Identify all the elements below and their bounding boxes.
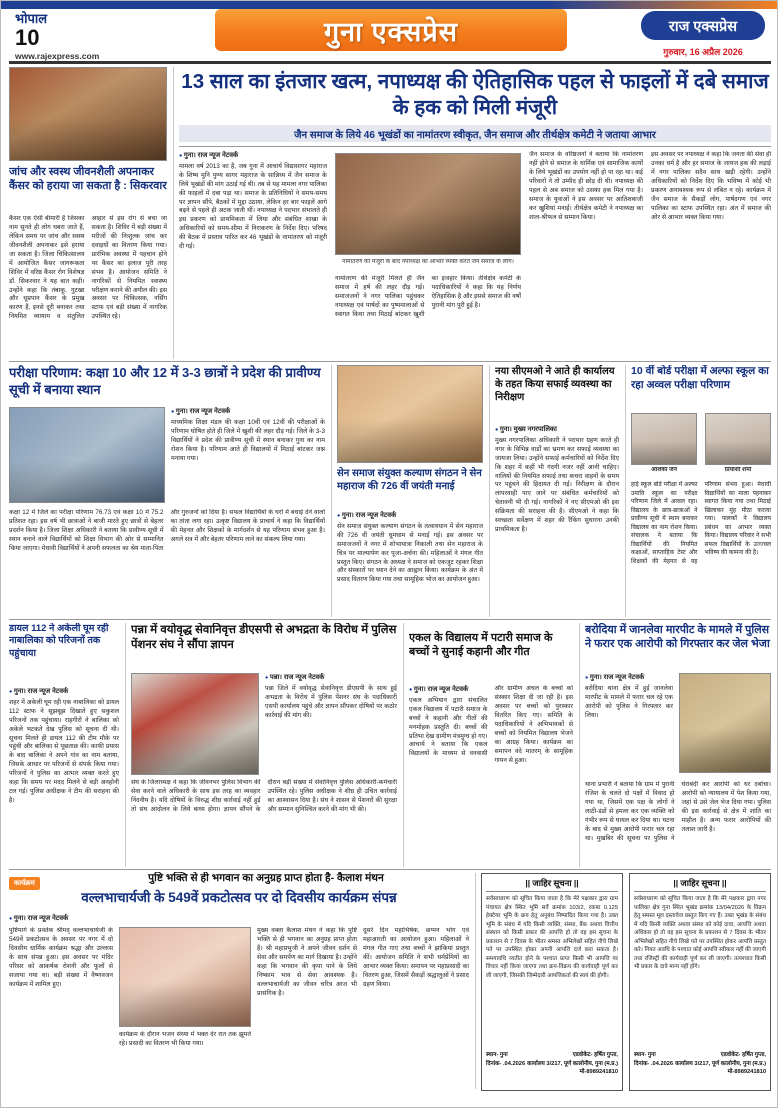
lead-subhead: जैन समाज के लिये 46 भूखंडों का नामांतरण स्वीकृत, जैन समाज और तीर्थक्षेत्र कमेटी ने जताया आभार — [179, 125, 771, 142]
vallabh-under-photo-text: कार्यक्रम के दौरान भजन संध्या में भक्त देर रात तक झूमते रहे। प्रसादी का वितरण भी किया गया। — [119, 1031, 251, 1047]
lead-rule — [179, 146, 771, 147]
exams-intro-column — [171, 407, 325, 503]
barodiya-headline: बरोदिया में जानलेवा मारपीट के मामले में पुलिस ने फरार एक आरोपी को गिरफ्तार कर जेल भेजा — [585, 624, 770, 651]
alpha-headline: 10 वीं बोर्ड परीक्षा में अल्फा स्कूल का रहा अव्वल परीक्षा परिणाम — [631, 365, 769, 391]
notice2-sign-name: एडवोकेट- हर्षित गुप्ता, — [720, 1052, 766, 1058]
alpha-body: हाई स्कूल बोर्ड परीक्षा में अल्फा उमावि स्कूल का परीक्षा परिणाम जिले में अव्वल रहा। विद्यालय के छात्र-छात्राओं ने प्रावीण्य सूची में स्थान बनाकर विद्यालय का नाम रोशन किया। संचालक ने बताया कि विद्यार्थियों की नियमित कक्षाओं, साप्ताहिक टेस्ट और शिक्षकों की मेहनत से यह परिणाम संभव हुआ। मेधावी विद्यार्थियों का माला पहनाकर स्वागत किया गया तथा मिठाई खिलाकर मुंह मीठा कराया गया। पालकों ने विद्यालय प्रबंधन का आभार व्यक्त किया। विद्यालय परिवार ने सभी सफल विद्यार्थियों के उज्ज्वल भविष्य की कामना की है। — [631, 482, 771, 565]
notice2-place: स्थान- गुना — [634, 1052, 656, 1058]
public-notice-1 — [481, 873, 623, 1091]
barodiya-intro-column — [585, 673, 673, 777]
dial112-byline: ● गुना। राज न्यूज नेटवर्क — [9, 687, 119, 697]
notice2-place-date — [634, 1051, 673, 1077]
cmo-body-column — [495, 425, 619, 617]
alpha-student-name-2: प्रियांशी शर्मा — [724, 467, 752, 473]
cmo-headline: नया सीएमओ ने आते ही कार्यालय के तहत किया सफाई व्यवस्था का निरीक्षण — [495, 366, 615, 403]
lead-column-2: जैन समाज के वरिष्ठजनों ने बताया कि नामांतरण नहीं होने से समाज के धार्मिक एवं सामाजिक कार्यों के लिये भूखंडों का उपयोग नहीं हो पा रहा था। कई परिवारों ने तो उम्मीद ही छोड़ दी थी। नपाध्यक्ष की पहल से अब समाज को उसका हक मिल गया है। समाज के युवाओं ने इस अवसर पर आतिशबाजी कर खुशियां मनाईं। तीर्थक्षेत्र कमेटी ने नपाध्यक्ष का शाल-श्रीफल से सम्मान किया। — [529, 151, 643, 221]
sen-headline: सेन समाज संयुक्त कल्याण संगठन ने सेन महाराज की 726 वीं जयंती मनाई — [337, 468, 482, 492]
sen-photo — [337, 365, 483, 463]
notice1-sign-name: एडवोकेट- हर्षित गुप्ता, — [572, 1052, 618, 1058]
alpha-student-name-1: अंशिका जैन — [651, 467, 677, 473]
cancer-article-photo — [9, 67, 167, 161]
column-divider — [475, 873, 476, 1089]
panna-body: संघ के जिलाध्यक्ष ने कहा कि जीवनभर पुलिस विभाग की सेवा करने वाले अधिकारी के साथ इस तरह का व्यवहार निंदनीय है। यदि दोषियों के विरुद्ध शीघ्र कार्रवाई नहीं हुई तो संघ आंदोलन के लिये बाध्य होगा। ज्ञापन सौंपने के दौरान बड़ी संख्या में सेवानिवृत्त पुलिस अधिकारी-कर्मचारी उपस्थित रहे। पुलिस अधीक्षक ने शीघ्र ही उचित कार्रवाई का आश्वासन दिया है। संघ ने शासन से पेंशनरों की सुरक्षा और सम्मान सुनिश्चित करने की मांग भी की। — [131, 779, 397, 813]
alpha-student-photo-2 — [705, 413, 771, 465]
panna-byline: ● पन्ना। राज न्यूज नेटवर्क — [265, 673, 397, 683]
notice2-title: || जाहिर सूचना || — [634, 878, 766, 892]
ekal-body-column — [409, 685, 573, 865]
kicker-badge: कार्यक्रम — [9, 877, 40, 890]
sen-body-text: सेन समाज संयुक्त कल्याण संगठन के तत्वावधान में सेन महाराज की 726 वीं जयंती धूमधाम से मनाई गई। इस अवसर पर समाजजनों ने नगर में शोभायात्रा निकाली तथा सेन महाराज के चित्र पर माल्यार्पण कर पूजा-अर्चना की। महिलाओं ने मंगल गीत प्रस्तुत किए। संगठन के अध्यक्ष ने समाज को एकजुट रहकर शिक्षा और संस्कारों पर ध्यान देने का आह्वान किया। कार्यक्रम के अंत में प्रसाद वितरण किया गया तथा सामूहिक भोज का आयोजन हुआ। — [337, 522, 483, 584]
notice2-sign-phone: मो-8989241810 — [727, 1069, 766, 1076]
lead-headline: 13 साल का इंतजार खत्म, नपाध्यक्ष की ऐतिहासिक पहल से फाइलों में दबे समाज के हक को मिली मंजूरी — [181, 70, 769, 119]
barodiya-body: थाना प्रभारी ने बताया कि ग्राम में पुरानी रंजिश के चलते दो पक्षों में विवाद हो गया था, जिसमें एक पक्ष के लोगों ने लाठी-डंडों से हमला कर एक व्यक्ति को गंभीर रूप से घायल कर दिया था। घटना के बाद से मुख्य आरोपी फरार चल रहा था। मुखबिर की सूचना पर पुलिस ने घेराबंदी कर आरोपी को धर दबोचा। आरोपी को न्यायालय में पेश किया गया, जहां से उसे जेल भेज दिया गया। पुलिस की इस कार्रवाई से क्षेत्र में शांति का माहौल है। अन्य फरार आरोपियों की तलाश जारी है। — [585, 781, 771, 842]
column-divider — [173, 67, 174, 359]
exams-byline: ● गुना। राज न्यूज नेटवर्क — [171, 407, 325, 417]
column-divider — [579, 623, 580, 867]
band-divider-2 — [9, 619, 771, 620]
vallabh-column-2: मुख्य वक्ता कैलाश मंथन ने कहा कि पुष्टि भक्ति से ही भगवान का अनुग्रह प्राप्त होता है। श्री महाप्रभुजी ने अपने जीवन दर्शन से सेवा और समर्पण का मार्ग दिखाया है। उन्होंने कहा कि भगवान की कृपा पाने के लिये निष्काम भाव से सेवा आवश्यक है। वल्लभाचार्यजी का जीवन चरित्र आज भी प्रासंगिक है। — [257, 927, 357, 997]
barodiya-intro-text: बरोदिया थाना क्षेत्र में हुई जानलेवा मारपीट के मामले में फरार चल रहे एक आरोपी को पुलिस ने गिरफ्तार कर लिया। — [585, 684, 673, 719]
dial112-headline: डायल 112 ने अकेली घूम रही नाबालिका को परिजनों तक पहुंचाया — [9, 623, 109, 659]
cancer-body: कैंसर एक ऐसी बीमारी है जिसका नाम सुनते ही लोग घबरा जाते हैं, लेकिन समय पर जांच और स्वस्थ जीवनशैली अपनाकर इसे हराया जा सकता है। जिला चिकित्सालय में आयोजित कैंसर जागरूकता शिविर में वरिष्ठ कैंसर रोग विशेषज्ञ डॉ. सिकरवार ने यह बात कही। उन्होंने कहा कि तंबाकू, गुटखा और धूम्रपान कैंसर के प्रमुख कारण हैं, इनसे दूरी बनाकर तथा नियमित व्यायाम व संतुलित आहार से इस रोग से बचा जा सकता है। शिविर में बड़ी संख्या में मरीजों की निःशुल्क जांच कर दवाइयों का वितरण किया गया। प्रारंभिक अवस्था में पहचान होने पर कैंसर का इलाज पूरी तरह संभव है। आयोजन समिति ने नागरिकों से नियमित स्वास्थ्य परीक्षण कराने की अपील की। इस अवसर पर चिकित्सक, नर्सिंग स्टाफ एवं बड़ी संख्या में नागरिक उपस्थित रहे। — [9, 215, 167, 321]
lead-col1-text: मामला वर्ष 2013 का है, जब गुना में आचार्य विद्यासागर महाराज के शिष्य मुनि पुण्य सागर महाराज के सान्निध्य में जैन समाज के लिये भूखंडों की मांग उठाई गई थी। तब से यह मामला नगर पालिका की फाइलों में दबा पड़ा था। समाज के प्रतिनिधियों ने समय-समय पर ज्ञापन सौंपे, बैठकों में मुद्दा उठाया, लेकिन हर बार फाइलें आगे बढ़ने से पहले ही अटक जाती थीं। नपाध्यक्ष ने पदभार संभालते ही इस प्रकरण को प्राथमिकता में लिया और संबंधित शाखा के अधिकारियों को समय-सीमा में निराकरण के निर्देश दिए। परिषद की बैठक में प्रस्ताव पारित कर 46 भूखंडों के नामांतरण को मंजूरी दी गई। — [179, 162, 327, 251]
notice2-footer — [634, 1051, 766, 1077]
notice1-body: सर्वसाधारण को सूचित किया जाता है कि मेरे पक्षकार द्वारा ग्राम पंचायत क्षेत्र स्थित भूमि सर्वे क्रमांक 103/2, रकबा 0.125 हेक्टेयर भूमि के क्रय हेतु अनुबंध निष्पादित किया गया है। उक्त भूमि के संबंध में यदि किसी व्यक्ति, संस्था, बैंक अथवा वित्तीय संस्थान को किसी प्रकार की आपत्ति हो तो वह इस सूचना के प्रकाशन से 7 दिवस के भीतर समस्त अभिलेखों सहित नीचे लिखे पते पर उपस्थित होकर अपनी आपत्ति दर्ज करा सकता है। समयावधि व्यतीत होने के पश्चात प्राप्त किसी भी आपत्ति पर विचार नहीं किया जाएगा तथा क्रय-विक्रय की कार्यवाही पूर्ण कर ली जाएगी, जिसकी जिम्मेदारी आपत्तिकर्ता की स्वयं की होगी। — [486, 896, 618, 979]
public-notice-2 — [629, 873, 771, 1091]
vallabh-column-1: पुष्टिमार्ग के प्रवर्तक श्रीमद् वल्लभाचार्यजी के 549वें प्रकटोत्सव के अवसर पर नगर में दो दिवसीय धार्मिक कार्यक्रम श्रद्धा और उल्लास के साथ संपन्न हुआ। इस अवसर पर मंदिर परिसर को आकर्षक रोशनी और फूलों से सजाया गया था। बड़ी संख्या में वैष्णवजन कार्यक्रम में शामिल हुए। — [9, 927, 113, 988]
notice2-sign-office: कार्यालय 3/217, पूर्ण कालोनीय, गुना (म.प्र.) — [675, 1060, 766, 1067]
panna-intro-text: पन्ना जिले में वयोवृद्ध सेवानिवृत्त डीएसपी के साथ हुई अभद्रता के विरोध में पुलिस पेंशनर संघ के पदाधिकारी एसपी कार्यालय पहुंचे और ज्ञापन सौंपकर दोषियों पर कठोर कार्रवाई की मांग की। — [265, 684, 397, 719]
notice1-signature — [527, 1051, 618, 1077]
notice1-sign-phone: मो-8989241810 — [579, 1069, 618, 1076]
lead-column-1 — [179, 151, 327, 359]
lead-byline: ● गुना। राज न्यूज नेटवर्क — [179, 151, 327, 161]
notice1-date: दिनांक- .04.2026 — [486, 1060, 526, 1067]
notice1-place: स्थान- गुना — [486, 1052, 508, 1058]
lead-photo-caption: नामांतरण की मंजूरी के बाद नपाध्यक्ष का आभार व्यक्त करते जैन समाज के लोग। — [342, 259, 514, 265]
barodiya-photo — [679, 673, 771, 773]
alpha-student-photo-1 — [631, 413, 697, 465]
exams-photo — [9, 407, 165, 503]
notice1-footer — [486, 1051, 618, 1077]
cancer-headline: जांच और स्वस्थ जीवनशैली अपनाकर कैंसर को हराया जा सकता है : सिकरवार — [9, 166, 167, 193]
panna-intro-column — [265, 673, 397, 775]
cmo-byline: ● गुना। मुख्य नगरपालिका — [495, 425, 619, 435]
sen-byline: ● गुना। राज न्यूज नेटवर्क — [337, 511, 483, 521]
vallabh-quote: पुष्टि भक्ति से ही भगवान का अनुग्रह प्राप्त होता है- कैलाश मंथन — [148, 872, 384, 884]
notice1-title: || जाहिर सूचना || — [486, 878, 618, 892]
header-rule — [9, 61, 771, 64]
cmo-body-text: मुख्य नगरपालिका अधिकारी ने पदभार ग्रहण करते ही नगर के विभिन्न वार्डों का भ्रमण कर सफाई व्यवस्था का जायजा लिया। उन्होंने सफाई कर्मचारियों को निर्देश दिए कि शहर में कहीं भी गंदगी नजर नहीं आनी चाहिए। नालियों की नियमित सफाई तथा कचरा वाहनों के समय पर पहुंचने की हिदायत दी गई। निरीक्षण के दौरान लापरवाही पाए जाने पर संबंधित कर्मचारियों को चेतावनी भी दी गई। नागरिकों ने नए सीएमओ की इस सक्रियता की सराहना की है। सीएमओ ने कहा कि स्वच्छता सर्वेक्षण में शहर की रैंकिंग सुधारना उनकी प्राथमिकता है। — [495, 436, 619, 534]
masthead-city: भोपाल — [15, 11, 48, 26]
notice2-signature — [675, 1051, 766, 1077]
band-divider-3 — [9, 869, 771, 870]
notice1-place-date — [486, 1051, 525, 1077]
column-divider — [625, 365, 626, 617]
ekal-body-text: एकल अभियान द्वारा संचालित एकल विद्यालय में पटारी समाज के बच्चों ने कहानी और गीतों की मनमोहक प्रस्तुति दी। बच्चों की प्रतिभा देख ग्रामीण मंत्रमुग्ध हो गए। आचार्य ने बताया कि एकल विद्यालयों के माध्यम से वनवासी और ग्रामीण अंचल के बच्चों को संस्कार शिक्षा दी जा रही है। इस अवसर पर बच्चों को पुरस्कार वितरित किए गए। समिति के पदाधिकारियों ने अभिभावकों से बच्चों को नियमित विद्यालय भेजने का आग्रह किया। कार्यक्रम का समापन वंदे मातरम् के सामूहिक गायन से हुआ। — [409, 685, 573, 764]
column-divider — [403, 623, 404, 867]
notice1-sign-office: कार्यालय 3/217, पूर्ण कालोनीय, गुना (म.प्र.) — [527, 1060, 618, 1067]
vallabh-headline: वल्लभाचार्यजी के 549वें प्रकटोत्सव पर दो दिवसीय कार्यक्रम संपन्न — [81, 890, 397, 905]
vallabh-column-3: दूसरे दिन महाभिषेक, छप्पन भोग एवं महाआरती का आयोजन हुआ। महिलाओं ने मंगल गीत गाए तथा बच्चों ने झांकियां प्रस्तुत कीं। आयोजन समिति ने सभी धर्मप्रेमियों का आभार व्यक्त किया। समापन पर महाप्रसादी का वितरण हुआ, जिसमें सैकड़ों श्रद्धालुओं ने प्रसाद ग्रहण किया। — [363, 927, 469, 988]
exams-headline: परीक्षा परिणाम: कक्षा 10 और 12 में 3-3 छात्रों ने प्रदेश की प्रावीण्य सूची में बनाया स्थान — [9, 365, 321, 397]
dial112-body-column — [9, 687, 119, 867]
column-divider — [489, 365, 490, 617]
dial112-body-text: शहर में अकेली घूम रही एक नाबालिका को डायल 112 स्टाफ ने सूझबूझ दिखाते हुए सकुशल परिजनों तक पहुंचाया। राहगीरों ने बालिका को अकेले भटकते देख पुलिस को सूचना दी थी। सूचना मिलते ही डायल 112 की टीम मौके पर पहुंची और बालिका से पूछताछ की। काफी प्रयास के बाद बालिका ने अपने गांव का नाम बताया, जिसके आधार पर परिजनों से संपर्क किया गया। परिजनों ने पुलिस का आभार व्यक्त करते हुए कहा कि समय पर मदद मिलने से बड़ी अनहोनी टल गई। पुलिस अधीक्षक ने टीम की सराहना की है। — [9, 698, 119, 805]
column-divider — [331, 365, 332, 617]
ekal-byline: ● गुना। राज न्यूज नेटवर्क — [409, 685, 488, 695]
notice2-date: दिनांक- .04.2026 — [634, 1060, 674, 1067]
lead-column-3: इस अवसर पर नपाध्यक्ष ने कहा कि जनता की सेवा ही उनका धर्म है और हर समाज के जायज हक की लड़ाई में नगर पालिका सदैव साथ खड़ी रहेगी। उन्होंने अधिकारियों को निर्देश दिए कि भविष्य में कोई भी प्रकरण अनावश्यक रूप से लंबित न रहे। कार्यक्रम में जैन समाज के सैकड़ों लोग, पार्षदगण एवं नगर पालिका का स्टाफ उपस्थित रहा। अंत में समाज की ओर से आभार व्यक्त किया गया। — [651, 151, 771, 221]
column-divider — [125, 623, 126, 867]
band-divider-1 — [9, 361, 771, 362]
exams-intro-text: माध्यमिक शिक्षा मंडल की कक्षा 10वीं एवं 12वीं की परीक्षाओं के परिणाम घोषित होते ही जिले में खुशी की लहर दौड़ गई। जिले के 3-3 विद्यार्थियों ने प्रदेश की प्रावीण्य सूची में स्थान बनाकर गुना का नाम रोशन किया है। परिणाम आते ही विद्यालयों में मिठाई बांटकर जश्न मनाया गया। — [171, 418, 325, 462]
notice2-body: सर्वसाधारण को सूचित किया जाता है कि मेरे पक्षकार द्वारा नगर पालिका क्षेत्र गुना स्थित भूखंड क्रमांक 13/04/2026 के विक्रय हेतु समस्त मूल दस्तावेज प्रस्तुत किए गए हैं। उक्त भूखंड के संबंध में यदि किसी व्यक्ति अथवा संस्था को कोई दावा, आपत्ति अथवा अधिकार हो तो वह इस सूचना के प्रकाशन से 7 दिवस के भीतर अभिलेखों सहित नीचे लिखे पते पर उपस्थित होकर आपत्ति प्रस्तुत करे। नियत अवधि के पश्चात कोई आपत्ति स्वीकार नहीं की जाएगी तथा रजिस्ट्री की कार्यवाही पूर्ण कर ली जाएगी। तत्पश्चात किसी भी प्रकार के दावे मान्य नहीं होंगे। — [634, 896, 766, 971]
page-number: 10 — [15, 25, 40, 50]
panna-headline: पन्ना में वयोवृद्ध सेवानिवृत्त डीएसपी से अभद्रता के विरोध में पुलिस पेंशनर संघ ने सौंपा ज्ञापन — [131, 624, 397, 651]
program-kicker — [9, 872, 40, 890]
edition-date: गुरुवार, 16 अप्रैल 2026 — [663, 47, 743, 57]
page-footer-strip — [1, 1, 778, 9]
exams-body: कक्षा 12 में जिले का परीक्षा परिणाम 76.73 एवं कक्षा 10 में 75.2 प्रतिशत रहा। इस वर्ष भी छात्राओं ने बाजी मारते हुए छात्रों से बेहतर प्रदर्शन किया है। जिला शिक्षा अधिकारी ने बताया कि प्रावीण्य सूची में स्थान बनाने वाले विद्यार्थियों को शिक्षा विभाग की ओर से सम्मानित किया जाएगा। मेधावी विद्यार्थियों ने अपनी सफलता का श्रेय माता-पिता और गुरुजनों को दिया है। सफल विद्यार्थियों के घरों में बधाई देने वालों का तांता लगा रहा। उत्कृष्ट विद्यालय के प्राचार्य ने कहा कि विद्यार्थियों की मेहनत और शिक्षकों के मार्गदर्शन से यह परिणाम संभव हुआ है। अगले सत्र में और बेहतर परिणाम लाने का संकल्प लिया गया। — [9, 509, 325, 552]
barodiya-byline: ● गुना। राज न्यूज नेटवर्क — [585, 673, 673, 683]
vallabh-byline: ● गुना। राज न्यूज नेटवर्क — [9, 913, 169, 922]
lead-under-photo-text: नामांतरण की मंजूरी मिलते ही जैन समाज में हर्ष की लहर दौड़ गई। समाजजनों ने नगर पालिका पहुंचकर नपाध्यक्ष एवं पार्षदों का पुष्पमालाओं से स्वागत किया तथा मिठाई बांटकर खुशी का इजहार किया। तीर्थक्षेत्र कमेटी के पदाधिकारियों ने कहा कि यह निर्णय ऐतिहासिक है और इससे समाज की वर्षों पुरानी मांग पूरी हुई है। — [335, 275, 521, 318]
ekal-headline: एकल के विद्यालय में पटारी समाज के बच्चों ने सुनाई कहानी और गीत — [409, 632, 553, 659]
edition-block — [15, 9, 95, 49]
sen-body-column — [337, 511, 483, 617]
panna-photo — [131, 673, 259, 775]
paper-name: गुना एक्सप्रेस — [215, 9, 567, 51]
lead-photo — [335, 153, 521, 255]
vallabh-byline-row — [9, 913, 169, 924]
brand-logo: राज एक्सप्रेस — [641, 11, 765, 40]
vallabh-photo — [119, 927, 251, 1027]
website-url: www.rajexpress.com — [15, 51, 100, 61]
